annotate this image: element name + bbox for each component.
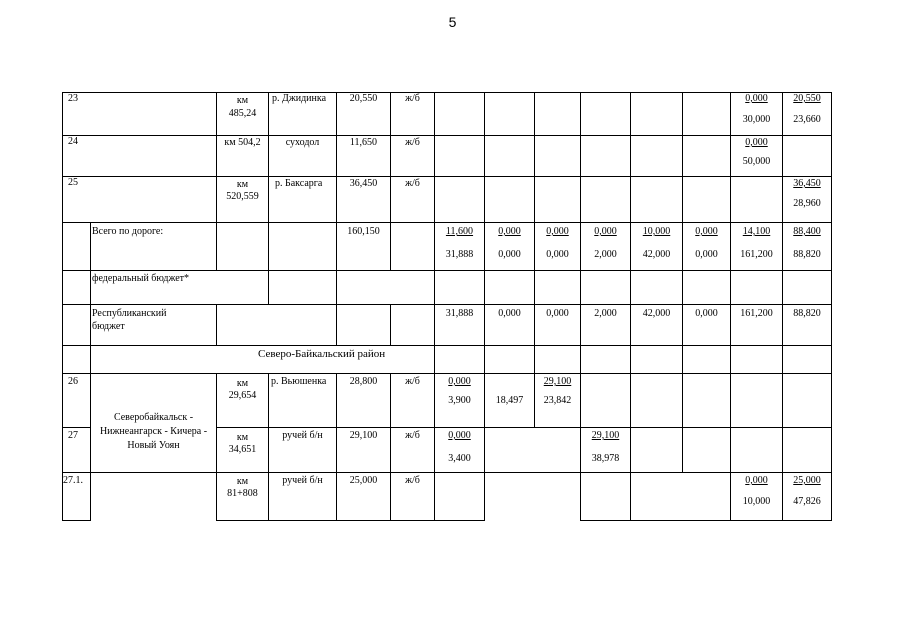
- cell-value: 23,842: [543, 395, 572, 406]
- cell-value: 29,100: [543, 376, 572, 387]
- col-divider: [630, 92, 631, 521]
- col-divider: [216, 304, 217, 345]
- col-divider: [484, 92, 485, 521]
- cell-value: 0,000: [448, 430, 471, 441]
- col-divider: [268, 373, 269, 521]
- road-name: Новый Уоян: [127, 440, 180, 451]
- object-name: суходол: [285, 137, 320, 148]
- republic-value: 42,000: [642, 308, 671, 319]
- km-mark: 520,559: [226, 191, 259, 202]
- object-name: ручей б/н: [282, 430, 323, 441]
- cell-value: 10,000: [742, 496, 771, 507]
- cell-value: 23,660: [793, 114, 821, 125]
- total-value: 31,888: [445, 249, 474, 260]
- row-divider: [62, 222, 832, 223]
- km-mark: 81+808: [227, 488, 258, 499]
- length-value: 28,800: [349, 376, 378, 387]
- km-mark: км: [236, 476, 249, 487]
- total-label: Всего по дороге:: [92, 226, 164, 237]
- row-divider: [62, 270, 832, 271]
- total-value: 11,600: [445, 226, 474, 237]
- km-mark: 29,654: [228, 390, 257, 401]
- table-top-border: [62, 92, 832, 93]
- col-divider: [268, 92, 269, 304]
- total-value: 0,000: [695, 226, 718, 237]
- total-length: 160,150: [347, 226, 380, 237]
- length-value: 36,450: [349, 178, 378, 189]
- republic-budget-label: бюджет: [92, 321, 125, 332]
- col-divider: [336, 373, 337, 521]
- total-value: 0,000: [498, 226, 521, 237]
- row-number: 27: [68, 430, 78, 441]
- republic-value: 0,000: [546, 308, 569, 319]
- cell-value: 0,000: [745, 475, 768, 486]
- col-divider: [782, 92, 783, 521]
- row-divider: [62, 472, 832, 473]
- page-number: 5: [448, 14, 457, 30]
- total-value: 0,000: [546, 226, 569, 237]
- total-value: 42,000: [642, 249, 671, 260]
- row-divider: [62, 304, 832, 305]
- road-name: Нижнеангарск - Кичера -: [99, 426, 208, 437]
- object-name: р. Баксарга: [275, 178, 323, 189]
- road-name: Северобайкальск -: [113, 412, 194, 423]
- republic-value: 0,000: [695, 308, 718, 319]
- material-type: ж/б: [405, 475, 420, 486]
- cell-value: 3,400: [448, 453, 471, 464]
- material-type: ж/б: [405, 137, 420, 148]
- object-name: р. Вьюшенка: [271, 376, 327, 387]
- table-bottom-border: [580, 520, 832, 521]
- length-value: 11,650: [349, 137, 378, 148]
- cell-value: 25,000: [793, 475, 821, 486]
- col-divider: [62, 92, 63, 521]
- total-value: 88,820: [793, 249, 821, 260]
- km-mark: км: [236, 378, 249, 389]
- section-title: Северо-Байкальский район: [258, 348, 386, 360]
- material-type: ж/б: [405, 430, 420, 441]
- col-divider: [90, 222, 91, 521]
- republic-value: 88,820: [793, 308, 821, 319]
- republic-value: 31,888: [445, 308, 474, 319]
- federal-budget-label: федеральный бюджет*: [92, 273, 190, 284]
- km-mark: 485,24: [228, 108, 257, 119]
- km-mark: км: [236, 179, 249, 190]
- object-name: р. Джидинка: [272, 93, 327, 104]
- cell-value: 38,978: [591, 453, 620, 464]
- row-divider: [62, 345, 832, 346]
- total-value: 14,100: [742, 226, 771, 237]
- cell-value: 50,000: [742, 156, 771, 167]
- total-value: 161,200: [740, 249, 773, 260]
- cell-value: 20,550: [793, 93, 821, 104]
- row-number: 24: [68, 136, 78, 147]
- row-number: 23: [68, 93, 78, 104]
- table-bottom-border: [216, 520, 484, 521]
- km-mark: км: [236, 432, 249, 443]
- col-divider: [336, 92, 337, 345]
- row-number: 25: [68, 177, 78, 188]
- cell-value: 47,826: [793, 496, 821, 507]
- table-right-border: [831, 92, 832, 521]
- cell-value: 0,000: [745, 137, 768, 148]
- data-table: [62, 92, 832, 522]
- row-divider: [62, 135, 832, 136]
- length-value: 25,000: [349, 475, 378, 486]
- length-value: 20,550: [349, 93, 378, 104]
- km-mark: км: [236, 95, 249, 106]
- col-divider: [390, 304, 391, 345]
- table-bottom-border: [62, 520, 90, 521]
- cell-value: 0,000: [745, 93, 768, 104]
- total-value: 88,400: [793, 226, 821, 237]
- cell-value: 0,000: [448, 376, 471, 387]
- length-value: 29,100: [349, 430, 378, 441]
- cell-value: 30,000: [742, 114, 771, 125]
- cell-value: 29,100: [591, 430, 620, 441]
- cell-value: 3,900: [448, 395, 471, 406]
- total-value: 0,000: [498, 249, 521, 260]
- row-divider: [62, 373, 832, 374]
- total-value: 2,000: [594, 249, 617, 260]
- material-type: ж/б: [405, 376, 420, 387]
- col-divider: [390, 373, 391, 521]
- cell-value: 28,960: [793, 198, 821, 209]
- total-value: 0,000: [546, 249, 569, 260]
- material-type: ж/б: [405, 178, 420, 189]
- republic-value: 2,000: [594, 308, 617, 319]
- material-type: ж/б: [405, 93, 420, 104]
- total-value: 10,000: [642, 226, 671, 237]
- republic-budget-label: Республиканский: [92, 308, 167, 319]
- cell-value: 36,450: [793, 178, 821, 189]
- row-divider: [62, 176, 832, 177]
- object-name: ручей б/н: [282, 475, 323, 486]
- km-mark: км 504,2: [224, 137, 261, 148]
- col-divider: [682, 92, 683, 472]
- republic-value: 161,200: [740, 308, 773, 319]
- republic-value: 0,000: [498, 308, 521, 319]
- km-mark: 34,651: [228, 444, 257, 455]
- total-value: 0,000: [695, 249, 718, 260]
- total-value: 0,000: [594, 226, 617, 237]
- row-number: 26: [68, 376, 78, 387]
- row-divider: [216, 427, 832, 428]
- cell-value: 18,497: [495, 395, 524, 406]
- row-number: 27.1.: [63, 475, 83, 486]
